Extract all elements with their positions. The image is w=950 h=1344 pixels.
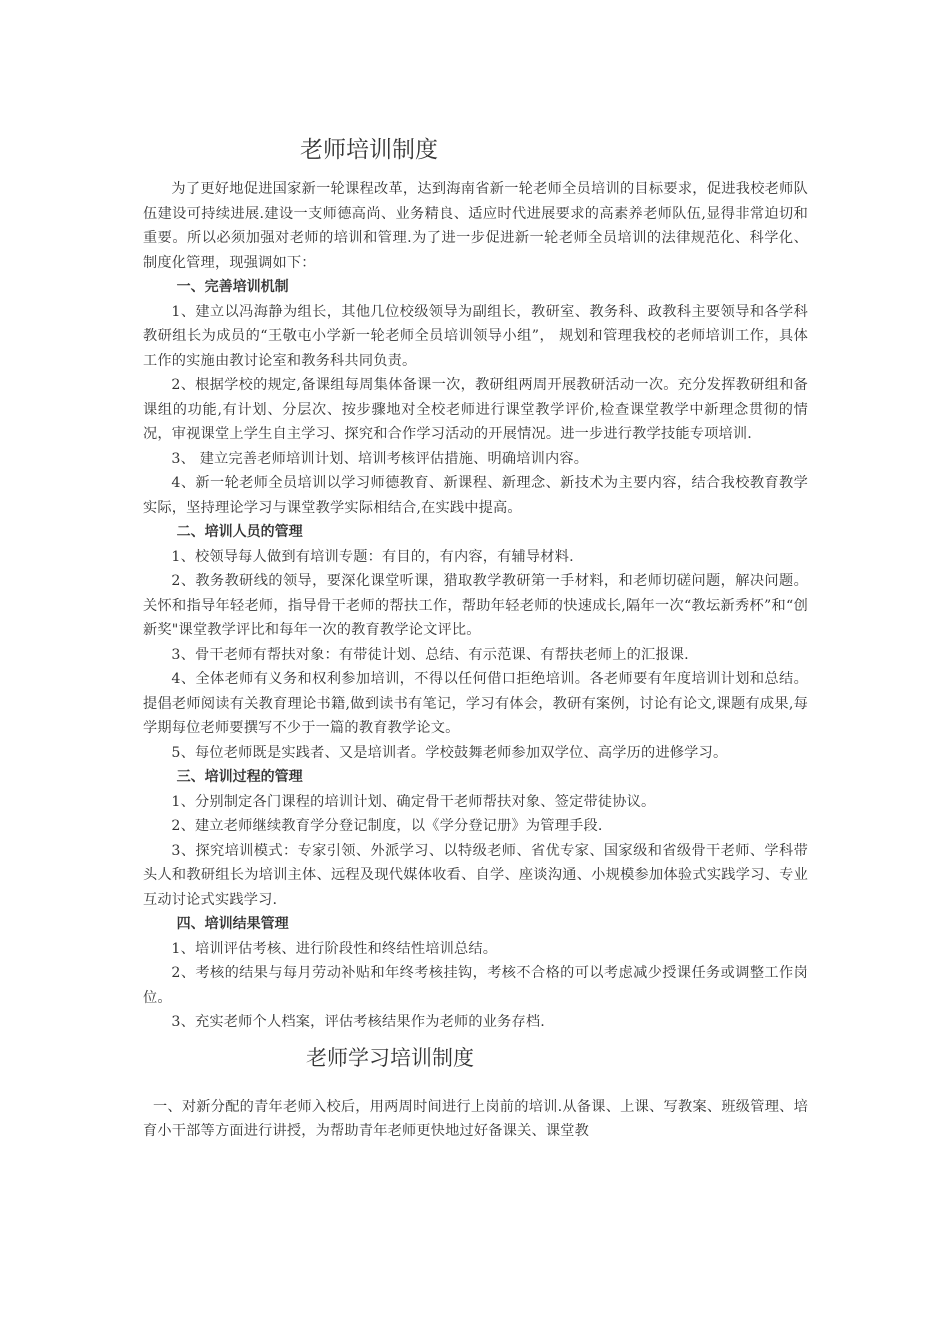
section-item: 2、建立老师继续教育学分登记制度，以《学分登记册》为管理手段. <box>171 818 603 834</box>
section-item: 1、培训评估考核、进行阶段性和终结性培训总结。 <box>171 940 498 957</box>
section-1 <box>143 275 808 520</box>
section-item: 1、建立以冯海静为组长，其他几位校级领导为副组长，教研室、教务科、政教科主要领导和各学科教研组长为成员的“王敬屯小学新一轮老师全员培训领导小组”， 规划和管理我校的老师培训工作，具体工作的实施由教讨论室和教务科共同负责。 <box>143 303 808 369</box>
second-paragraph: 一、对新分配的青年老师入校后，用两周时间进行上岗前的培训.从备课、上课、写教案、班级管理、培育小干部等方面进行讲授，为帮助青年老师更快地过好备课关、课堂教 <box>143 1098 808 1139</box>
second-document-title: 老师学习培训制度 <box>306 1045 474 1070</box>
intro-paragraph: 为了更好地促进国家新一轮课程改革，达到海南省新一轮老师全员培训的目标要求，促进我校老师队伍建设可持续进展.建设一支师德高尚、业务精良、适应时代进展要求的高素养老师队伍,显得非常迫切和重要。所以必须加强对老师的培训和管理.为了进一步促进新一轮老师全员培训的法律规范化、科学化、制度化管理，现强调如下： <box>143 181 808 271</box>
section-3 <box>143 765 808 912</box>
section-heading: 四、培训结果管理 <box>176 916 289 932</box>
document-page <box>143 133 808 1144</box>
section-item: 3、充实老师个人档案，评估考核结果作为老师的业务存档. <box>171 1014 546 1030</box>
section-item: 3、探究培训模式：专家引领、外派学习、以特级老师、省优专家、国家级和省级骨干老师、学科带头人和教研组长为培训主体、远程及现代媒体收看、自学、座谈沟通、小规模参加体验式实践学习、专业互动讨论式实践学习. <box>143 842 808 908</box>
section-2 <box>143 520 808 765</box>
section-item: 2、根据学校的规定,备课组每周集体备课一次，教研组两周开展教研活动一次。充分发挥教研组和备课组的功能,有计划、分层次、按步骤地对全校老师进行课堂教学评价,检查课堂教学中新理念贯彻的情况，审视课堂上学生自主学习、探究和合作学习活动的开展情况。进一步进行教学技能专项培训. <box>143 377 808 442</box>
section-heading: 二、培训人员的管理 <box>176 524 303 540</box>
section-item: 1、校领导每人做到有培训专题：有目的，有内容，有辅导材料. <box>171 548 574 565</box>
section-item: 2、教务教研线的领导，要深化课堂听课，猎取教学教研第一手材料，和老师切磋问题，解决问题。关怀和指导年轻老师，指导骨干老师的帮扶工作，帮助年轻老师的快速成长,隔年一次“教坛新秀杯”和“创新奖"课堂教学评比和每年一次的教育教学论文评比。 <box>143 573 808 638</box>
section-item: 5、每位老师既是实践者、又是培训者。学校鼓舞老师参加双学位、高学历的进修学习。 <box>171 744 728 761</box>
section-item: 2、考核的结果与每月劳动补贴和年终考核挂钩，考核不合格的可以考虑减少授课任务或调整工作岗位。 <box>143 965 808 1006</box>
section-item: 3、 建立完善老师培训计划、培训考核评估措施、明确培训内容。 <box>171 450 589 467</box>
document-title: 老师培训制度 <box>300 137 438 163</box>
section-heading: 一、完善培训机制 <box>176 279 289 295</box>
section-heading: 三、培训过程的管理 <box>176 769 303 785</box>
section-item: 1、分别制定各门课程的培训计划、确定骨干老师帮扶对象、签定带徒协议。 <box>171 793 656 810</box>
section-item: 4、新一轮老师全员培训以学习师德教育、新课程、新理念、新技术为主要内容，结合我校教育教学实际，坚持理论学习与课堂教学实际相结合,在实践中提高。 <box>143 475 808 516</box>
section-item: 4、全体老师有义务和权利参加培训，不得以任何借口拒绝培训。各老师要有年度培训计划和总结。提倡老师阅读有关教育理论书籍,做到读书有笔记，学习有体会，教研有案例，讨论有论文,课题有成果,每学期每位老师要撰写不少于一篇的教育教学论文。 <box>143 671 808 736</box>
section-item: 3、骨干老师有帮扶对象：有带徒计划、总结、有示范课、有帮扶老师上的汇报课. <box>171 646 689 663</box>
section-4 <box>143 912 808 1035</box>
